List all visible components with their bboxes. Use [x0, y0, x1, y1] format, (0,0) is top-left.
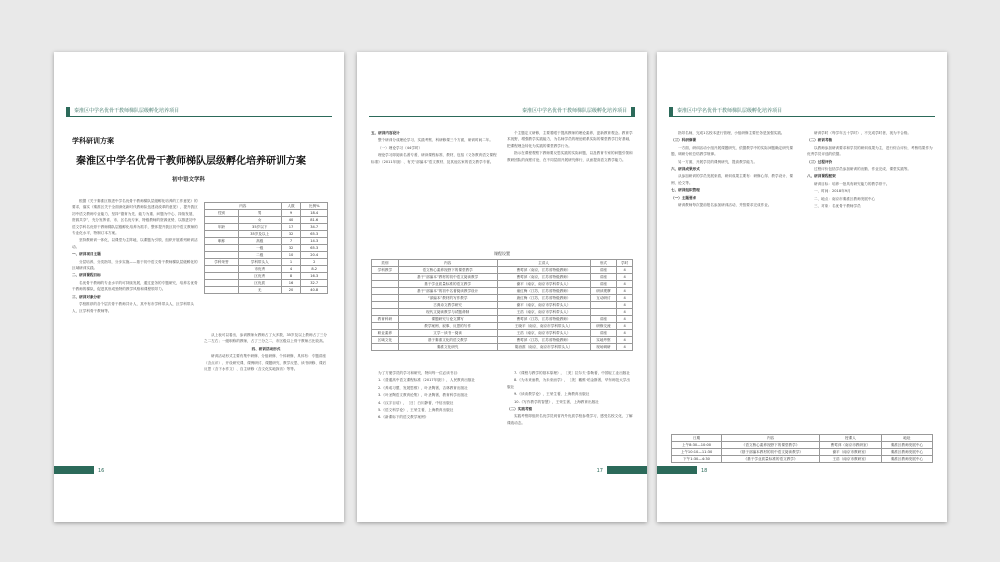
page-header — [369, 106, 635, 117]
table-cell — [372, 281, 399, 288]
table-cell: 谢平（南京，南京市学科带头人） — [497, 281, 590, 288]
table-cell: 研读观摩 — [590, 288, 617, 295]
paragraph: 个主题定义研修，主要着眼于提高教师的理论素养，更新教育观念。教育学术视野，增强教学实践能力，为名师学员的理论联系实际的课堂教学打好基础，把课程理念转化为实践的课堂教学行为。 — [507, 131, 633, 148]
table-cell: 区域文化 — [372, 337, 399, 344]
paragraph: 6.《新课标下的语文教学案例》 — [378, 415, 429, 420]
table-cell: 谢平（南京，南京市学科带头人） — [497, 302, 590, 309]
table-cell: 65.3 — [301, 231, 328, 238]
table-cell: 18.4 — [301, 210, 328, 217]
table-cell: 秦淮文化研究 — [398, 344, 497, 351]
paragraph: 指导名师，完成1名校本进行管理，小组研修主要任务是加强实践。 — [678, 131, 785, 135]
table-cell: 35岁及以上 — [238, 231, 281, 238]
table-header-cell: 地址 — [881, 435, 932, 442]
table-row — [205, 217, 328, 224]
table-cell: 4 — [617, 267, 633, 274]
table-cell: 职业素养 — [372, 330, 399, 337]
paragraph: 为了方便学员的学习和研究，特向每一位必读书目： — [378, 371, 461, 375]
table-cell: 上午10:10—11:30 — [672, 449, 722, 456]
paragraph: 以教师参加研训要求和学员的研训成果为主，进行综合评价，考核结果作为优秀学员评选的依据。 — [807, 145, 933, 157]
table-cell: 基于学业质量标准的语文教学 — [398, 281, 497, 288]
table-cell — [372, 323, 399, 330]
table-cell: 学科教学 — [372, 267, 399, 274]
page-subtitle: 初中语文学科 — [172, 177, 206, 183]
table-cell: 32 — [281, 245, 301, 252]
heading: 五、研训内容设计 — [371, 131, 400, 135]
table-cell — [372, 295, 399, 302]
heading: （三）过程评价 — [807, 159, 833, 164]
heading: （二）实践考察 — [507, 407, 533, 412]
paragraph: 7.《课程与教学的基本原理》，［美］拉尔夫·泰勒著，中国轻工业出版社 — [514, 371, 630, 375]
table-row — [205, 238, 328, 245]
table-header-row — [372, 260, 633, 267]
right-column — [204, 332, 328, 452]
table-cell: 研修交流 — [590, 323, 617, 330]
table-row — [372, 295, 633, 302]
table-cell: 8.2 — [301, 266, 328, 273]
document-page-3 — [657, 52, 947, 522]
table-cell — [205, 245, 239, 252]
table-cell: 34.7 — [301, 224, 328, 231]
table-cell — [205, 273, 239, 280]
paragraph: 坚持教研训一体化，以课堂为主阵地，以课题为引领，组织开展系列研训活动。 — [72, 238, 198, 249]
table-cell: “部编本”教材的写作教学 — [398, 295, 497, 302]
table-cell: 秦淮区教师发展中心 — [881, 456, 932, 463]
table-cell: 4 — [617, 309, 633, 316]
table-cell: 文学－读书－阅读 — [398, 330, 497, 337]
paragraph: 5.《语文科学论》，王荣生著，上海教育出版社 — [378, 408, 454, 413]
table-cell: 曹莺萍（江苏，江苏省特级教师） — [497, 316, 590, 323]
table-cell: 男 — [238, 210, 281, 217]
table-cell: 唐红梅（江苏，江苏省特级教师） — [497, 295, 590, 302]
header-bar — [66, 107, 70, 117]
page-title: 秦淮区中学名优骨干教师梯队层级孵化培养研训方案 — [76, 156, 306, 167]
table-header-cell: 人数 — [281, 203, 301, 210]
paragraph: 从上表可以看出，参训教师女教师占了大多数，35岁及以上教师占了三分之二左右；一级职称的教师，占了三分之二，市区级以上骨干教师占比较高。 — [204, 333, 327, 344]
header-title: 秦淮区中学名优骨干教师梯队层级孵化培养项目 — [677, 108, 783, 114]
table-cell: 区优秀 — [238, 273, 281, 280]
table-cell: 曹莺萍（江苏，江苏省特级教师） — [497, 337, 590, 344]
table-header-cell: 主讲人 — [497, 260, 590, 267]
table-cell: 讲座 — [590, 267, 617, 274]
table-cell: 曹莺萍（南京，江苏省特级教师） — [497, 267, 590, 274]
table-cell: 65.3 — [301, 245, 328, 252]
table-cell: 1 — [281, 259, 301, 266]
table-cell — [372, 288, 399, 295]
table-row — [205, 231, 328, 238]
paragraph: （一）理论学习（44学时） — [378, 145, 423, 150]
table-cell — [205, 252, 239, 259]
footer-bar — [657, 466, 697, 474]
table-cell: 4 — [617, 316, 633, 323]
table-cell: 《语文核心素养视野下的课堂教学》 — [722, 442, 820, 449]
heading: 七、研训组织管理 — [671, 188, 700, 193]
table-cell: 女 — [238, 217, 281, 224]
header-bar — [631, 107, 635, 117]
table-row — [205, 224, 328, 231]
statistics-table — [204, 202, 328, 294]
table-cell: 职称 — [205, 238, 239, 245]
table-row — [205, 280, 328, 287]
table-header-cell: 内容 — [722, 435, 820, 442]
table-cell: 课题研究与论文撰写 — [398, 316, 497, 323]
table-cell: 市优秀 — [238, 266, 281, 273]
table-header-cell: 内容 — [398, 260, 497, 267]
table-cell: 曹莺萍（南京，江苏省特级教师） — [497, 274, 590, 281]
table-cell — [205, 287, 239, 294]
table-row — [372, 309, 633, 316]
page-number: 18 — [701, 468, 708, 474]
table-cell: 王晓平（南京，南京市学科带头人） — [497, 323, 590, 330]
paragraph: 10.《写作教学的智慧》，王荣生著，上海教育出版社 — [514, 399, 599, 404]
page-header — [669, 106, 935, 117]
table-cell: 秦淮区教师发展中心 — [881, 449, 932, 456]
table-cell: 20 — [281, 287, 301, 294]
table-cell: 讲座 — [590, 330, 617, 337]
table-cell: 基于秦淮文化的语文教学 — [398, 337, 497, 344]
table-cell: 4 — [617, 281, 633, 288]
table-cell — [372, 344, 399, 351]
table-cell — [205, 231, 239, 238]
table-cell: 学科荣誉 — [205, 259, 239, 266]
table-cell: 二级 — [238, 252, 281, 259]
section-label: 学科研训方案 — [72, 137, 114, 145]
table-cell: 实地考察 — [590, 337, 617, 344]
paragraph: 从参加研训的学员发展来看，研训成果主要有：研修心得、教学设计、课例、论文等。 — [671, 174, 793, 185]
table-cell: 一级 — [238, 245, 281, 252]
table-cell: 《基于学业质量标准的语文教学》 — [722, 456, 820, 463]
table-cell: 互动研讨 — [590, 295, 617, 302]
table-cell: 32 — [281, 231, 301, 238]
table-cell: 王浩（南京市教研室） — [820, 456, 882, 463]
table-cell — [372, 309, 399, 316]
table-cell: 童红梅（江苏，江苏省特级教师） — [497, 288, 590, 295]
table-cell: 9 — [281, 210, 301, 217]
table-cell: 性别 — [205, 210, 239, 217]
table-cell: 胡治淮（南京，南京市学科带头人） — [497, 344, 590, 351]
table-cell: 讲座 — [590, 274, 617, 281]
paragraph: 理论学习即阅读名著专著，研读课程标准、教材，包括《义务教育语文课程标准》（2011年版）、有关“部编本”语文教材、及其他名家的语文教学专著。 — [371, 153, 497, 164]
paragraph: 研训教师每次提前报名参加研训活动，并按要求完成作业。 — [678, 203, 772, 208]
table-row — [672, 456, 933, 463]
table-cell: 16.3 — [301, 273, 328, 280]
table-cell: 现代文阅读教学与试题命制 — [398, 309, 497, 316]
table-cell: 20.4 — [301, 252, 328, 259]
table-cell: 4 — [617, 302, 633, 309]
paragraph: 一、时间：2018年9月 — [814, 189, 851, 194]
table-cell: 基于“部编本”教材的初中语文阅读教学 — [398, 274, 497, 281]
table-cell: 下午1:30—4:30 — [672, 456, 722, 463]
table-row — [205, 273, 328, 280]
table-cell: 40 — [281, 217, 301, 224]
paragraph: 三、对象：名优骨干教师学员 — [814, 204, 861, 209]
paragraph: 整个研训分成理论学习、实践考察、科研修课三个方面，研训时间二年。 — [378, 138, 493, 143]
heading: 二、研训课程目标 — [72, 273, 101, 278]
left-column — [371, 130, 497, 250]
table-cell — [372, 274, 399, 281]
course-table — [371, 259, 633, 351]
table-header-cell: 比例% — [301, 203, 328, 210]
page-number: 17 — [596, 468, 603, 474]
paragraph: 二、地点：南京市秦淮区教师发展中心 — [814, 196, 876, 201]
heading: 八、研训课程框架 — [807, 174, 836, 179]
table-header-cell: 学时 — [617, 260, 633, 267]
table-cell: 上午8:30—10:00 — [672, 442, 722, 449]
paragraph: 2.《养成习惯，发展思维》，叶圣陶著，吉林教育出版社 — [378, 385, 468, 390]
table-cell: 谢平（南京市教研室） — [820, 449, 882, 456]
table-cell: 秦淮区教师发展中心 — [881, 442, 932, 449]
right-column — [807, 130, 933, 430]
paragraph: 8.《为未来而教，为未来而学》，［美］戴维·珀金斯著，华东师范大学出版社 — [507, 378, 630, 389]
paragraph: 另一方面，开展学员的课例研究，提高教学能力。 — [678, 159, 758, 164]
table-row — [372, 302, 633, 309]
table-cell: 曹莺萍（南京市教研室） — [820, 442, 882, 449]
table-row — [205, 287, 328, 294]
table-row — [372, 281, 633, 288]
left-column-bottom — [371, 370, 497, 462]
table-cell: 40.8 — [301, 287, 328, 294]
table-row — [205, 266, 328, 273]
right-column-bottom — [507, 370, 633, 462]
table-cell: 现场调研 — [590, 344, 617, 351]
paragraph: 3.《叶圣陶语文教育论集》，叶圣陶著，教育科学出版社 — [378, 393, 468, 398]
table-cell: 4 — [617, 330, 633, 337]
table-cell: 32.7 — [301, 280, 328, 287]
table-cell: 无 — [238, 287, 281, 294]
table-cell: 基于“部编本”的初中名著阅读教学设计 — [398, 288, 497, 295]
left-column — [72, 198, 198, 453]
heading: 四、研训活动形式 — [251, 346, 281, 351]
paragraph: 研训活动形式主要有集中研修、分组研修、个体研修，具体有：专题讲座（含点评）、开设研究课、课例研讨、课题研究、教学反思、读书研修、课后反思（含下水作文）、自主研修（含文化实地探访）等等。 — [204, 354, 327, 372]
table-cell: 《基于部编本教材的初中语文阅读教学》 — [722, 449, 820, 456]
heading: 一、研训项目主题 — [72, 252, 101, 257]
table-cell: 16 — [281, 280, 301, 287]
table-cell: 35岁以下 — [238, 224, 281, 231]
table-cell: 81.6 — [301, 217, 328, 224]
header-title: 秦淮区中学名优骨干教师梯队层级孵化培养项目 — [521, 108, 627, 114]
heading: 六、研训成果形式 — [671, 167, 700, 172]
paragraph: 研训目标：培养一批具有研究能力的教学骨干。 — [814, 181, 890, 186]
table-cell — [590, 309, 617, 316]
table-header-cell: 授课人 — [820, 435, 882, 442]
table-cell: 4 — [617, 337, 633, 344]
paragraph: 4.《汉字百话》，［日］白川静著，中信出版社 — [378, 400, 454, 405]
paragraph: 1.《普通高中语文课程标准（2017年版）》，人民教育出版社 — [378, 378, 476, 383]
table-row — [372, 316, 633, 323]
table-cell: 14.3 — [301, 238, 328, 245]
schedule-table — [671, 434, 933, 463]
paragraph: 实践考察即组织名优学员到省内外优质学校参观学习，感受名校文化，了解课改动态。 — [507, 414, 633, 425]
table-cell: 讲座 — [590, 316, 617, 323]
table-cell: 语文核心素养视野下的课堂教学 — [398, 267, 497, 274]
table-row — [372, 267, 633, 274]
table-cell: 4 — [617, 323, 633, 330]
paragraph: 研训学时（每学年五十学时），不完成学时者，视为不合格。 — [814, 131, 912, 135]
table-row — [672, 449, 933, 456]
table-cell: 学科带头人 — [238, 259, 281, 266]
table-row — [205, 210, 328, 217]
footer-bar — [607, 466, 647, 474]
table-row — [205, 259, 328, 266]
table-row — [205, 245, 328, 252]
page-number: 16 — [98, 468, 105, 474]
table-cell: 讲座 — [590, 281, 617, 288]
table-cell: 8 — [281, 273, 301, 280]
paragraph: 过程评价包括学员参加研训的出勤、作业完成、课堂实践等。 — [814, 167, 912, 172]
paragraph: 根据《关于秦淮区推进中学名优骨干教师梯队层级孵化培养的工作意见》的要求，落实《秦淮区关于全面深化新时代教师队伍建设改革的意见》，提升我区初中语文教师专业能力，坚持“德育为先、能力为重、问题为中心、持续发展、资源共享”，充分发挥省、市、区名优专家、特级教师的资源优势，以推进初中语文学科名优骨干教师梯队层级孵化培养为抓手，整体提升我区初中语文教师的专业化水平，特制订本方案。 — [72, 199, 198, 236]
table-cell: 年龄 — [205, 224, 239, 231]
table-header-cell: 类别 — [372, 260, 399, 267]
table-cell — [205, 280, 239, 287]
paragraph: 名优骨干教师的专业水平的可持续发展，通过更务的专题研究，培养名优骨干教师的梯队，促进其形成独特的教学风格和课程领导力。 — [72, 280, 198, 292]
paragraph: 9.《读谈教学论》，王荣生著，上海教育出版社 — [514, 392, 590, 397]
page-header — [66, 106, 332, 117]
table-row — [372, 288, 633, 295]
table-caption: 课程设置 — [494, 251, 510, 256]
table-cell: 4 — [281, 266, 301, 273]
table-row — [372, 274, 633, 281]
header-bar — [669, 107, 673, 117]
table-cell: 2 — [301, 259, 328, 266]
table-header-row — [205, 203, 328, 210]
table-header-cell: 日期 — [672, 435, 722, 442]
table-row — [205, 252, 328, 259]
heading: （一）主题要求 — [671, 195, 697, 200]
table-row — [372, 323, 633, 330]
document-page-1 — [54, 52, 344, 522]
table-cell: 古典诗文教学研究 — [398, 302, 497, 309]
table-cell: 10 — [281, 252, 301, 259]
table-header-row — [672, 435, 933, 442]
table-cell: 7 — [281, 238, 301, 245]
heading: （三）科研修课 — [671, 138, 697, 143]
table-cell — [205, 217, 239, 224]
table-cell: 王浩（南京，南京市学科带头人） — [497, 309, 590, 316]
heading: （二）研训考核 — [807, 138, 833, 143]
table-cell: 教学案例、叙事、反思的写作 — [398, 323, 497, 330]
table-cell: 王浩（南京，南京市学科带头人） — [497, 330, 590, 337]
table-cell: 17 — [281, 224, 301, 231]
table-cell: 区优质 — [238, 280, 281, 287]
table-row — [372, 330, 633, 337]
paragraph: 分层培养，分类指导，分步实施——基于初中语文骨干教师梯队层级孵化的区域研训实践。 — [72, 259, 198, 271]
paragraph: 一方面，研训活动小组开展课题研究，依据教学中的实际问题确定研究课题，调研分析总结教学规律。 — [671, 145, 793, 157]
table-cell — [372, 302, 399, 309]
table-row — [372, 337, 633, 344]
table-cell: 高级 — [238, 238, 281, 245]
table-cell: 4 — [617, 344, 633, 351]
table-cell — [205, 266, 239, 273]
table-row — [672, 442, 933, 449]
table-cell — [590, 302, 617, 309]
right-column — [507, 130, 633, 250]
paragraph: 学校推荐的各个层次骨干教师共计人，其中有市学科带头人，区学科带头人，区学科骨干教师等。 — [72, 302, 194, 313]
table-cell: 4 — [617, 288, 633, 295]
left-column — [671, 130, 797, 430]
header-title: 秦淮区中学名优骨干教师梯队层级孵化培养项目 — [74, 108, 180, 114]
heading: 三、研训对象分析 — [72, 294, 101, 299]
paragraph: 指示在课程观察下教师要反思实践的实际问题，以及教育专家的问题引领和教研团队的深度讨论，在不同层面开展研究修行，从而提高语文教学能力。 — [507, 151, 633, 162]
table-cell: 教育科研 — [372, 316, 399, 323]
table-header-cell: 形式 — [590, 260, 617, 267]
table-cell: 4 — [617, 295, 633, 302]
footer-bar — [54, 466, 94, 474]
document-page-2 — [357, 52, 647, 522]
table-header-cell: 内容 — [205, 203, 282, 210]
table-row — [372, 344, 633, 351]
table-cell: 4 — [617, 274, 633, 281]
